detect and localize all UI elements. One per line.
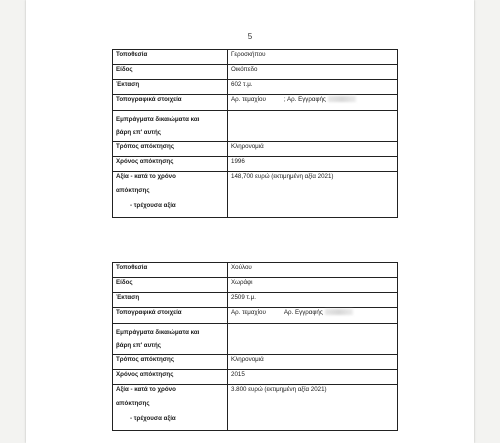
value-location: Γεροσκήπου: [228, 50, 398, 65]
table-row: [113, 157, 398, 172]
property-table-2: [112, 262, 398, 431]
plot-number-label: Αρ. τεμαχίου: [231, 309, 266, 316]
label-type: Είδος: [113, 278, 228, 293]
table-row: [113, 50, 398, 65]
label-encumbrances-line2: βάρη επ' αυτής: [116, 342, 161, 350]
table-row: [113, 142, 398, 157]
document-page: [26, 0, 474, 443]
label-value-line2: απόκτησης: [116, 400, 150, 408]
table-row: [113, 324, 398, 355]
label-value-line3: - τρέχουσα αξία: [130, 414, 176, 422]
label-location: Τοποθεσία: [113, 263, 228, 278]
value-type: Οικόπεδο: [228, 65, 398, 80]
label-topographic: Τοπογραφικά στοιχεία: [113, 308, 228, 324]
table-row: [113, 111, 398, 142]
redacted-field: [328, 96, 356, 102]
table-row: [113, 385, 398, 431]
label-type: Είδος: [113, 65, 228, 80]
value-value: 3.800 ευρώ (εκτιμημένη αξία 2021): [228, 385, 398, 431]
value-topographic: [228, 95, 398, 111]
value-type: Χωράφι: [228, 278, 398, 293]
table-row: [113, 308, 398, 324]
label-value-line1: Αξία - κατά το χρόνο: [116, 386, 176, 393]
value-encumbrances: [228, 324, 398, 355]
label-encumbrances-line1: Εμπράγματα δικαιώματα και: [116, 329, 200, 336]
table-row: [113, 65, 398, 80]
table-row: [113, 80, 398, 95]
label-value: [113, 172, 228, 218]
table-row: [113, 293, 398, 308]
label-topographic: Τοπογραφικά στοιχεία: [113, 95, 228, 111]
value-location: Χούλου: [228, 263, 398, 278]
redacted-field: [325, 309, 353, 315]
label-acquisition-method: Τρόπος απόκτησης: [113, 142, 228, 157]
value-value: 148,700 ευρώ (εκτιμημένη αξία 2021): [228, 172, 398, 218]
registration-number-label: Αρ. Εγγραφής: [283, 309, 323, 316]
label-encumbrances: [113, 324, 228, 355]
label-value-line1: Αξία - κατά το χρόνο: [116, 173, 176, 180]
label-acquisition-method: Τρόπος απόκτησης: [113, 355, 228, 370]
label-acquisition-year: Χρόνος απόκτησης: [113, 370, 228, 385]
table-row: [113, 263, 398, 278]
value-area: 2509 τ.μ.: [228, 293, 398, 308]
label-encumbrances-line2: βάρη επ' αυτής: [116, 129, 161, 137]
property-table-1: [112, 49, 398, 218]
value-acquisition-year: 1996: [228, 157, 398, 172]
plot-number-label: Αρ. τεμαχίου: [231, 96, 266, 103]
label-encumbrances-line1: Εμπράγματα δικαιώματα και: [116, 116, 200, 123]
value-topographic: [228, 308, 398, 324]
registration-number-label: ; Αρ. Εγγραφής: [283, 96, 326, 103]
value-area: 602 τ.μ.: [228, 80, 398, 95]
label-value-line3: - τρέχουσα αξία: [130, 201, 176, 209]
value-acquisition-method: Κληρονομιά: [228, 355, 398, 370]
table-row: [113, 172, 398, 218]
value-acquisition-method: Κληρονομιά: [228, 142, 398, 157]
table-row: [113, 355, 398, 370]
label-location: Τοποθεσία: [113, 50, 228, 65]
table-row: [113, 278, 398, 293]
table-row: [113, 95, 398, 111]
value-acquisition-year: 2015: [228, 370, 398, 385]
label-value-line2: απόκτησης: [116, 187, 150, 195]
label-acquisition-year: Χρόνος απόκτησης: [113, 157, 228, 172]
table-row: [113, 370, 398, 385]
label-value: [113, 385, 228, 431]
label-area: Έκταση: [113, 80, 228, 95]
label-area: Έκταση: [113, 293, 228, 308]
page-number: 5: [247, 32, 253, 41]
value-encumbrances: [228, 111, 398, 142]
label-encumbrances: [113, 111, 228, 142]
